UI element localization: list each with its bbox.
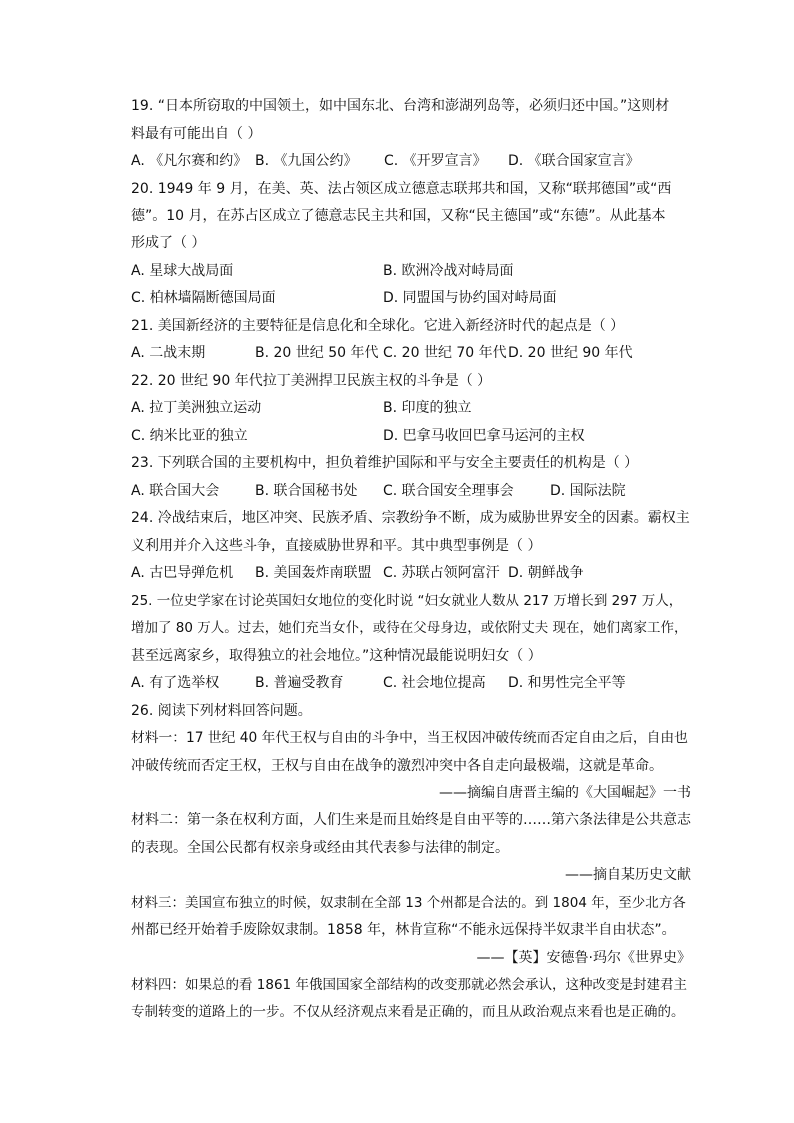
q23-option-d: D. 国际法院 [550, 483, 626, 499]
q19-option-d: D. 《联合国家宣言》 [508, 153, 640, 169]
q20-option-c: C. 柏林墙隔断德国局面 [131, 290, 276, 306]
q22-option-c: C. 纳米比亚的独立 [131, 428, 248, 444]
q25-option-b: B. 普遍受教育 [255, 675, 344, 691]
q26-stem: 26. 阅读下列材料回答问题。 [131, 703, 312, 719]
q23-option-a: A. 联合国大会 [131, 483, 220, 499]
q24-option-d: D. 朝鲜战争 [508, 565, 584, 581]
q25-option-d: D. 和男性完全平等 [508, 675, 626, 691]
material-4-line2: 专制转变的道路上的一步。不仅从经济观点来看是正确的，而且从政治观点来看也是正确的。 [131, 1004, 685, 1020]
material-2-line1: 材料二：第一条在权利方面，人们生来是而且始终是自由平等的……第六条法律是公共意志 [131, 812, 691, 828]
q20-stem-line3: 形成了（ ） [131, 235, 206, 251]
q19-stem-line2: 料最有可能出自（ ） [131, 126, 262, 142]
material-1-line2: 冲破传统而否定王权，王权与自由在战争的激烈冲突中各自走向最极端，这就是革命。 [131, 758, 663, 774]
q23-option-c: C. 联合国安全理事会 [383, 483, 514, 499]
q20-option-b: B. 欧洲冷战对峙局面 [383, 263, 514, 279]
q21-stem: 21. 美国新经济的主要特征是信息化和全球化。它进入新经济时代的起点是（ ） [131, 318, 625, 334]
q25-stem-line1: 25. 一位史学家在讨论英国妇女地位的变化时说 “妇女就业人数从 217 万增长到 297 万人， [131, 593, 683, 609]
material-3-source: ——【英】安德鲁·玛尔《世界史》 [476, 950, 691, 966]
q20-option-a: A. 星球大战局面 [131, 263, 234, 279]
q21-option-b: B. 20 世纪 50 年代 [255, 345, 379, 361]
q23-stem: 23. 下列联合国的主要机构中，担负着维护国际和平与安全主要责任的机构是（ ） [131, 455, 639, 471]
q25-stem-line3: 甚至远离家乡，取得独立的社会地位。”这种情况最能说明妇女（ ） [131, 648, 542, 664]
q19-stem-line1: 19. “日本所窃取的中国领土，如中国东北、台湾和澎湖列岛等，必须归还中国。”这则材 [131, 98, 670, 114]
q22-option-d: D. 巴拿马收回巴拿马运河的主权 [383, 428, 585, 444]
material-2-source: ——摘自某历史文献 [565, 867, 691, 883]
material-3-line1: 材料三：美国宣布独立的时候，奴隶制在全部 13 个州都是合法的。到 1804 年，至少北方各 [131, 895, 686, 911]
q25-stem-line2: 增加了 80 万人。过去，她们充当女仆，或待在父母身边，或依附丈夫 现在，她们离家工作， [131, 620, 688, 636]
q20-option-d: D. 同盟国与协约国对峙局面 [383, 290, 557, 306]
q22-option-a: A. 拉丁美洲独立运动 [131, 400, 262, 416]
q25-option-c: C. 社会地位提高 [383, 675, 486, 691]
material-3-line2: 州都已经开始着手废除奴隶制。1858 年，林肯宣称“不能永远保持半奴隶半自由状态”。 [131, 922, 676, 938]
q20-stem-line1: 20. 1949 年 9 月，在美、英、法占领区成立德意志联邦共和国，又称“联邦德国”或“西 [131, 181, 672, 197]
q21-option-d: D. 20 世纪 90 年代 [508, 345, 633, 361]
material-1-line1: 材料一：17 世纪 40 年代王权与自由的斗争中，当王权因冲破传统而否定自由之后，自由也 [131, 730, 688, 746]
q21-option-c: C. 20 世纪 70 年代 [383, 345, 507, 361]
material-2-line2: 的表现。全国公民都有权亲身或经由其代表参与法律的制定。 [131, 840, 509, 856]
q24-option-c: C. 苏联占领阿富汗 [383, 565, 500, 581]
q24-option-b: B. 美国轰炸南联盟 [255, 565, 372, 581]
q23-option-b: B. 联合国秘书处 [255, 483, 358, 499]
q25-option-a: A. 有了选举权 [131, 675, 220, 691]
q19-option-a: A. 《凡尔赛和约》 [131, 153, 248, 169]
q21-option-a: A. 二战末期 [131, 345, 206, 361]
q24-stem-line2: 义利用并介入这些斗争，直接威胁世界和平。其中典型事例是（ ） [131, 538, 542, 554]
q19-option-c: C. 《开罗宣言》 [384, 153, 487, 169]
q22-stem: 22. 20 世纪 90 年代拉丁美洲捍卫民族主权的斗争是（ ） [131, 373, 492, 389]
q24-stem-line1: 24. 冷战结束后，地区冲突、民族矛盾、宗教纷争不断，成为威胁世界安全的因素。霸权主 [131, 510, 690, 526]
material-4-line1: 材料四：如果总的看 1861 年俄国国家全部结构的改变那就必然会承认，这种改变是封建君主 [131, 977, 687, 993]
q22-option-b: B. 印度的独立 [383, 400, 472, 416]
q24-option-a: A. 古巴导弹危机 [131, 565, 234, 581]
q19-option-b: B. 《九国公约》 [255, 153, 358, 169]
q20-stem-line2: 德”。10 月，在苏占区成立了德意志民主共和国，又称“民主德国”或“东德”。从此基本 [131, 208, 666, 224]
material-1-source: ——摘编自唐晋主编的《大国崛起》一书 [439, 785, 691, 801]
